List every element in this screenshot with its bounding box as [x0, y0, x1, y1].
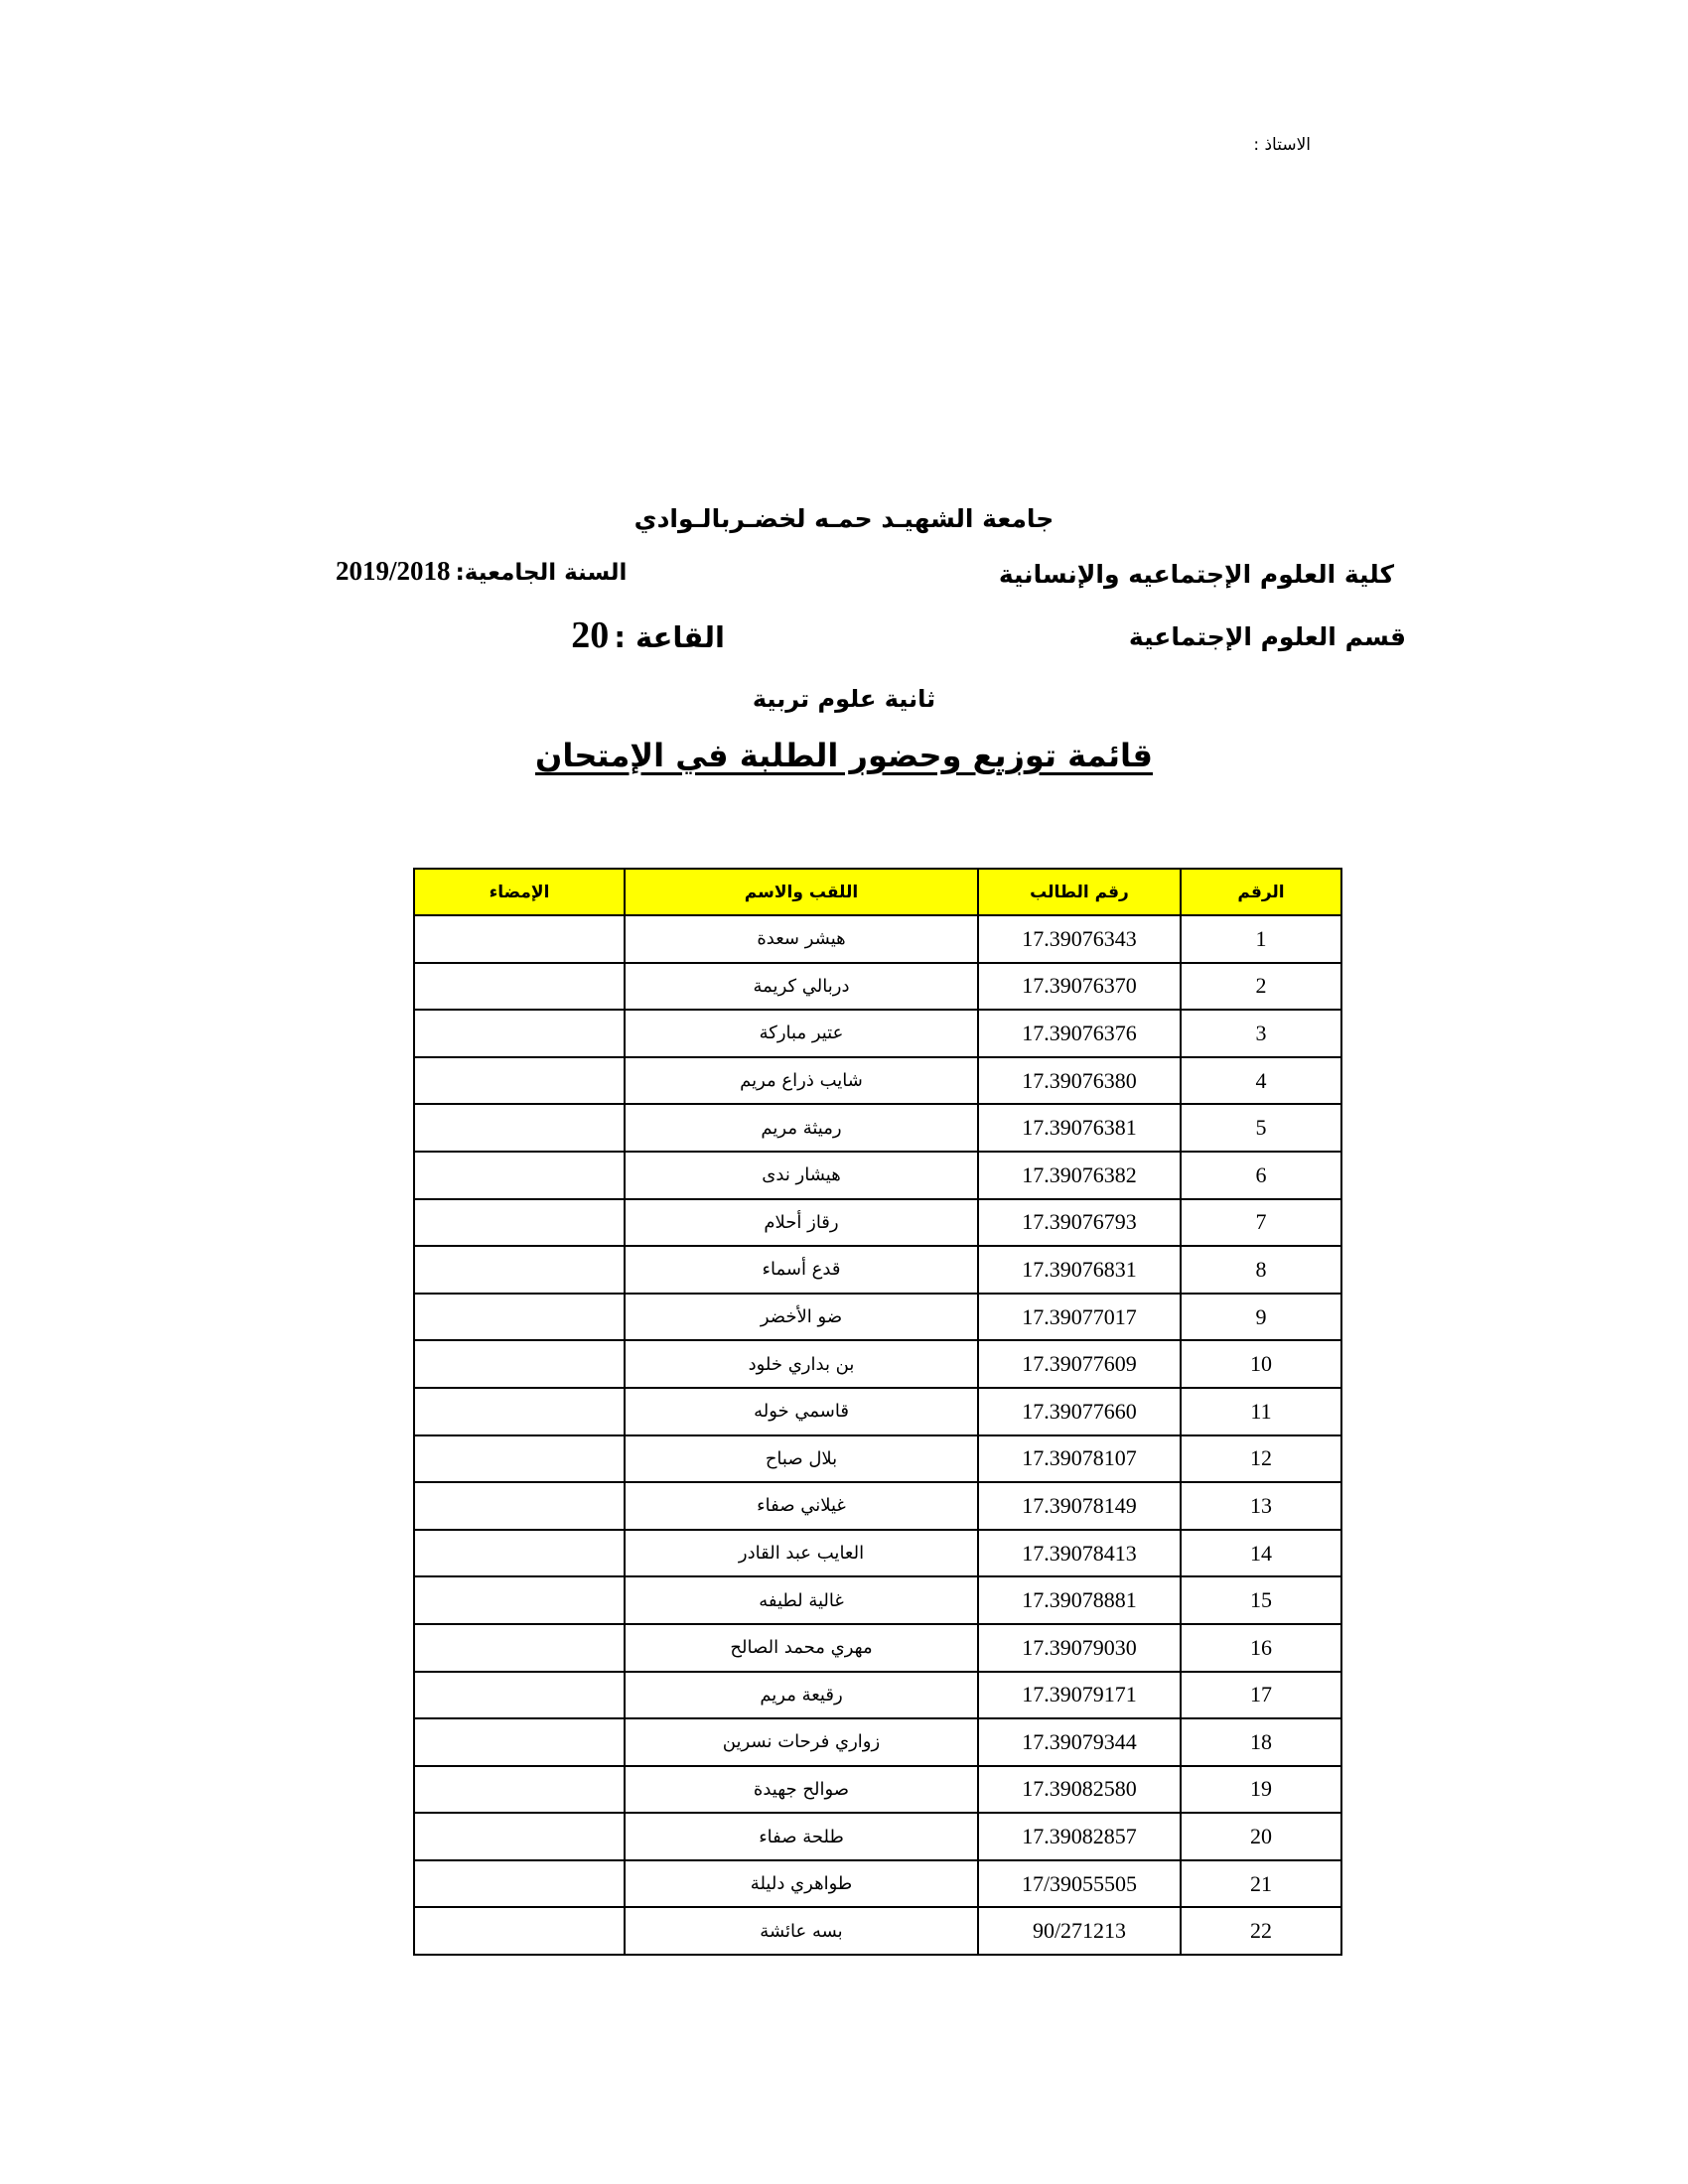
- row-number: 5: [1181, 1104, 1341, 1152]
- table-row: [414, 1766, 1341, 1814]
- row-number: 18: [1181, 1718, 1341, 1766]
- student-id: 17.39076376: [978, 1010, 1181, 1057]
- student-name: العايب عبد القادر: [625, 1530, 978, 1577]
- row-number: 19: [1181, 1766, 1341, 1814]
- signature-cell: [414, 1813, 625, 1860]
- student-id: 17.39078149: [978, 1482, 1181, 1530]
- table-row: [414, 1294, 1341, 1341]
- student-name: عتير مباركة: [625, 1010, 978, 1057]
- row-number: 22: [1181, 1907, 1341, 1955]
- student-id: 17.39078413: [978, 1530, 1181, 1577]
- table-row: [414, 1672, 1341, 1719]
- academic-year-label: السنة الجامعية:: [455, 560, 628, 586]
- student-id: 17.39082580: [978, 1766, 1181, 1814]
- student-id: 17.39076382: [978, 1152, 1181, 1199]
- signature-cell: [414, 1388, 625, 1435]
- table-row: [414, 1530, 1341, 1577]
- student-id: 17.39078881: [978, 1576, 1181, 1624]
- student-id: 17.39082857: [978, 1813, 1181, 1860]
- academic-year-value: 2019/2018: [336, 556, 451, 586]
- table-row: [414, 1718, 1341, 1766]
- table-row: [414, 1104, 1341, 1152]
- signature-cell: [414, 1010, 625, 1057]
- table-row: [414, 1388, 1341, 1435]
- student-id: 17.39079171: [978, 1672, 1181, 1719]
- signature-cell: [414, 1435, 625, 1483]
- university-name: جامعة الشهيـد حمـه لخضـربالـوادي: [633, 504, 1055, 533]
- student-name: قاسمي خوله: [625, 1388, 978, 1435]
- student-name: غالية لطيفه: [625, 1576, 978, 1624]
- signature-cell: [414, 1482, 625, 1530]
- row-number: 20: [1181, 1813, 1341, 1860]
- signature-cell: [414, 1199, 625, 1247]
- exam-hall: [566, 614, 725, 657]
- student-id: 17.39079344: [978, 1718, 1181, 1766]
- student-name: شايب ذراع مريم: [625, 1057, 978, 1105]
- table-row: [414, 1340, 1341, 1388]
- student-name: هيشار ندى: [625, 1152, 978, 1199]
- student-name: رقيعة مريم: [625, 1672, 978, 1719]
- row-number: 8: [1181, 1246, 1341, 1294]
- student-name: زواري فرحات نسرين: [625, 1718, 978, 1766]
- row-number: 9: [1181, 1294, 1341, 1341]
- row-number: 13: [1181, 1482, 1341, 1530]
- column-header-name: اللقب والاسم: [625, 869, 978, 915]
- table-row: [414, 1860, 1341, 1908]
- row-number: 12: [1181, 1435, 1341, 1483]
- student-name: طواهري دليلة: [625, 1860, 978, 1908]
- student-name: بسه عائشة: [625, 1907, 978, 1955]
- student-id: 17.39077660: [978, 1388, 1181, 1435]
- study-level: ثانية علوم تربية: [752, 685, 936, 713]
- table-header-row: [414, 869, 1341, 915]
- signature-cell: [414, 1057, 625, 1105]
- table-row: [414, 1482, 1341, 1530]
- hall-number: 20: [571, 614, 610, 656]
- professor-label: الاستاذ :: [1253, 135, 1311, 155]
- signature-cell: [414, 1530, 625, 1577]
- table-row: [414, 1152, 1341, 1199]
- signature-cell: [414, 1766, 625, 1814]
- row-number: 4: [1181, 1057, 1341, 1105]
- student-name: بلال صباح: [625, 1435, 978, 1483]
- faculty-name: كلية العلوم الإجتماعيه والإنسانية: [998, 560, 1394, 589]
- row-number: 16: [1181, 1624, 1341, 1672]
- student-name: ضو الأخضر: [625, 1294, 978, 1341]
- signature-cell: [414, 1576, 625, 1624]
- attendance-table-container: [413, 868, 1342, 1956]
- signature-cell: [414, 1672, 625, 1719]
- signature-cell: [414, 1624, 625, 1672]
- department-name: قسم العلوم الإجتماعية: [1128, 622, 1406, 651]
- student-name: بن بداري خلود: [625, 1340, 978, 1388]
- table-row: [414, 915, 1341, 963]
- student-id: 17.39076343: [978, 915, 1181, 963]
- signature-cell: [414, 1907, 625, 1955]
- column-header-number: الرقم: [1181, 869, 1341, 915]
- column-header-student-id: رقم الطالب: [978, 869, 1181, 915]
- column-header-signature: الإمضاء: [414, 869, 625, 915]
- student-name: دربالي كريمة: [625, 963, 978, 1011]
- row-number: 11: [1181, 1388, 1341, 1435]
- student-name: مهري محمد الصالح: [625, 1624, 978, 1672]
- student-id: 17.39077017: [978, 1294, 1181, 1341]
- table-row: [414, 1813, 1341, 1860]
- table-row: [414, 1199, 1341, 1247]
- row-number: 10: [1181, 1340, 1341, 1388]
- attendance-table: [413, 868, 1342, 1956]
- table-row: [414, 1435, 1341, 1483]
- signature-cell: [414, 963, 625, 1011]
- row-number: 6: [1181, 1152, 1341, 1199]
- student-name: هيشر سعدة: [625, 915, 978, 963]
- row-number: 17: [1181, 1672, 1341, 1719]
- signature-cell: [414, 915, 625, 963]
- student-id: 17.39076793: [978, 1199, 1181, 1247]
- table-row: [414, 1907, 1341, 1955]
- table-row: [414, 1624, 1341, 1672]
- signature-cell: [414, 1294, 625, 1341]
- student-id: 17.39076370: [978, 963, 1181, 1011]
- student-name: صوالح جهيدة: [625, 1766, 978, 1814]
- table-row: [414, 963, 1341, 1011]
- student-name: طلحة صفاء: [625, 1813, 978, 1860]
- row-number: 2: [1181, 963, 1341, 1011]
- page-title: قائمة توزيع وحضور الطلبة في الإمتحان: [535, 737, 1153, 774]
- student-name: غيلاني صفاء: [625, 1482, 978, 1530]
- row-number: 1: [1181, 915, 1341, 963]
- signature-cell: [414, 1718, 625, 1766]
- table-row: [414, 1246, 1341, 1294]
- signature-cell: [414, 1246, 625, 1294]
- student-name: رميثة مريم: [625, 1104, 978, 1152]
- student-id: 17.39078107: [978, 1435, 1181, 1483]
- hall-label: القاعة :: [614, 620, 725, 654]
- row-number: 14: [1181, 1530, 1341, 1577]
- signature-cell: [414, 1860, 625, 1908]
- student-id: 17.39077609: [978, 1340, 1181, 1388]
- row-number: 15: [1181, 1576, 1341, 1624]
- student-id: 17.39076380: [978, 1057, 1181, 1105]
- academic-year: [336, 556, 733, 587]
- row-number: 3: [1181, 1010, 1341, 1057]
- row-number: 21: [1181, 1860, 1341, 1908]
- table-body: [414, 915, 1341, 1955]
- signature-cell: [414, 1152, 625, 1199]
- table-row: [414, 1010, 1341, 1057]
- signature-cell: [414, 1104, 625, 1152]
- student-id: 17.39076831: [978, 1246, 1181, 1294]
- student-name: قدع أسماء: [625, 1246, 978, 1294]
- student-name: رقاز أحلام: [625, 1199, 978, 1247]
- row-number: 7: [1181, 1199, 1341, 1247]
- signature-cell: [414, 1340, 625, 1388]
- table-row: [414, 1057, 1341, 1105]
- student-id: 17.39076381: [978, 1104, 1181, 1152]
- table-row: [414, 1576, 1341, 1624]
- student-id: 90/271213: [978, 1907, 1181, 1955]
- student-id: 17/39055505: [978, 1860, 1181, 1908]
- student-id: 17.39079030: [978, 1624, 1181, 1672]
